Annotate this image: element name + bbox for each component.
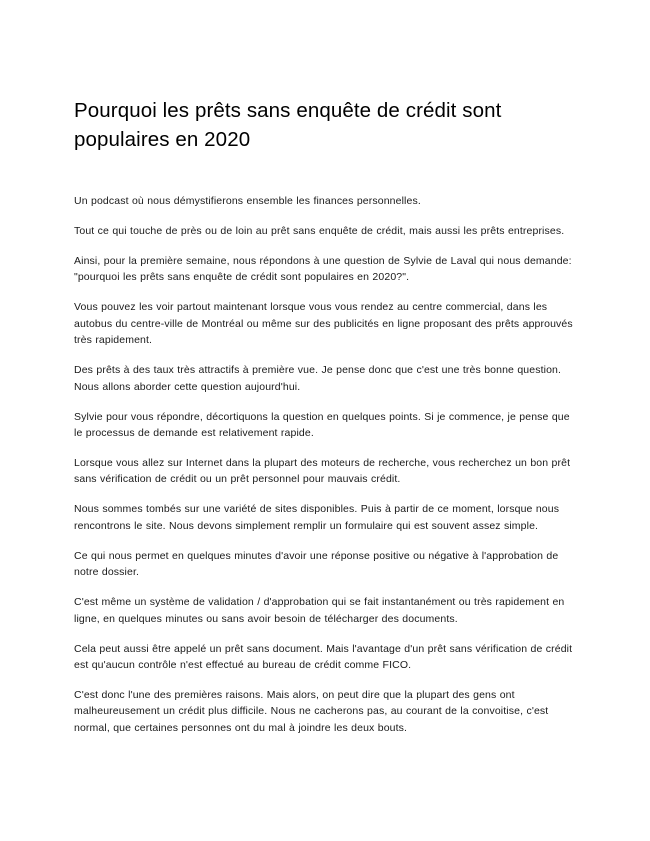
paragraph: Nous sommes tombés sur une variété de sites disponibles. Puis à partir de ce moment, lorsque nous rencontrons le site. Nous devons simplement remplir un formulaire qui est souvent assez simple. <box>74 503 560 532</box>
paragraph: Des prêts à des taux très attractifs à première vue. Je pense donc que c'est une très bonne question. Nous allons aborder cette question aujourd'hui. <box>74 364 562 393</box>
paragraph: Vous pouvez les voir partout maintenant lorsque vous vous rendez au centre commercial, dans les autobus du centre-ville de Montréal ou même sur des publicités en ligne proposant des prêts approuvés très rapidement. <box>74 301 573 347</box>
paragraph: Cela peut aussi être appelé un prêt sans document. Mais l'avantage d'un prêt sans vérification de crédit est qu'aucun contrôle n'est effectué au bureau de crédit comme FICO. <box>74 642 573 672</box>
paragraph: C'est donc l'une des premières raisons. Mais alors, on peut dire que la plupart des gens ont malheureusement un crédit plus difficile. Nous ne cacherons pas, au courant de la convoitise, c'est normal, que certaines personnes ont du mal à joindre les deux bouts. <box>74 689 549 734</box>
paragraph: Sylvie pour vous répondre, décortiquons la question en quelques points. Si je commence, je pense que le processus de demande est relativement rapide. <box>74 410 570 440</box>
document-content <box>74 96 580 736</box>
paragraph: C'est même un système de validation / d'approbation qui se fait instantanément ou très rapidement en ligne, en quelques minutes ou sans avoir besoin de télécharger des documents. <box>74 596 565 625</box>
page-title: Pourquoi les prêts sans enquête de crédit sont populaires en 2020 <box>74 99 502 151</box>
document-body <box>74 193 580 736</box>
paragraph: Ainsi, pour la première semaine, nous répondons à une question de Sylvie de Laval qui nous demande: "pourquoi les prêts sans enquête de crédit sont populaires en 2020?". <box>74 255 572 284</box>
paragraph: Ce qui nous permet en quelques minutes d'avoir une réponse positive ou négative à l'approbation de notre dossier. <box>74 549 559 579</box>
paragraph: Tout ce qui touche de près ou de loin au prêt sans enquête de crédit, mais aussi les prêts entreprises. <box>74 225 565 237</box>
paragraph: Un podcast où nous démystifierons ensemble les finances personnelles. <box>74 195 421 207</box>
paragraph: Lorsque vous allez sur Internet dans la plupart des moteurs de recherche, vous recherchez un bon prêt sans vérification de crédit ou un prêt personnel pour mauvais crédit. <box>74 457 571 486</box>
